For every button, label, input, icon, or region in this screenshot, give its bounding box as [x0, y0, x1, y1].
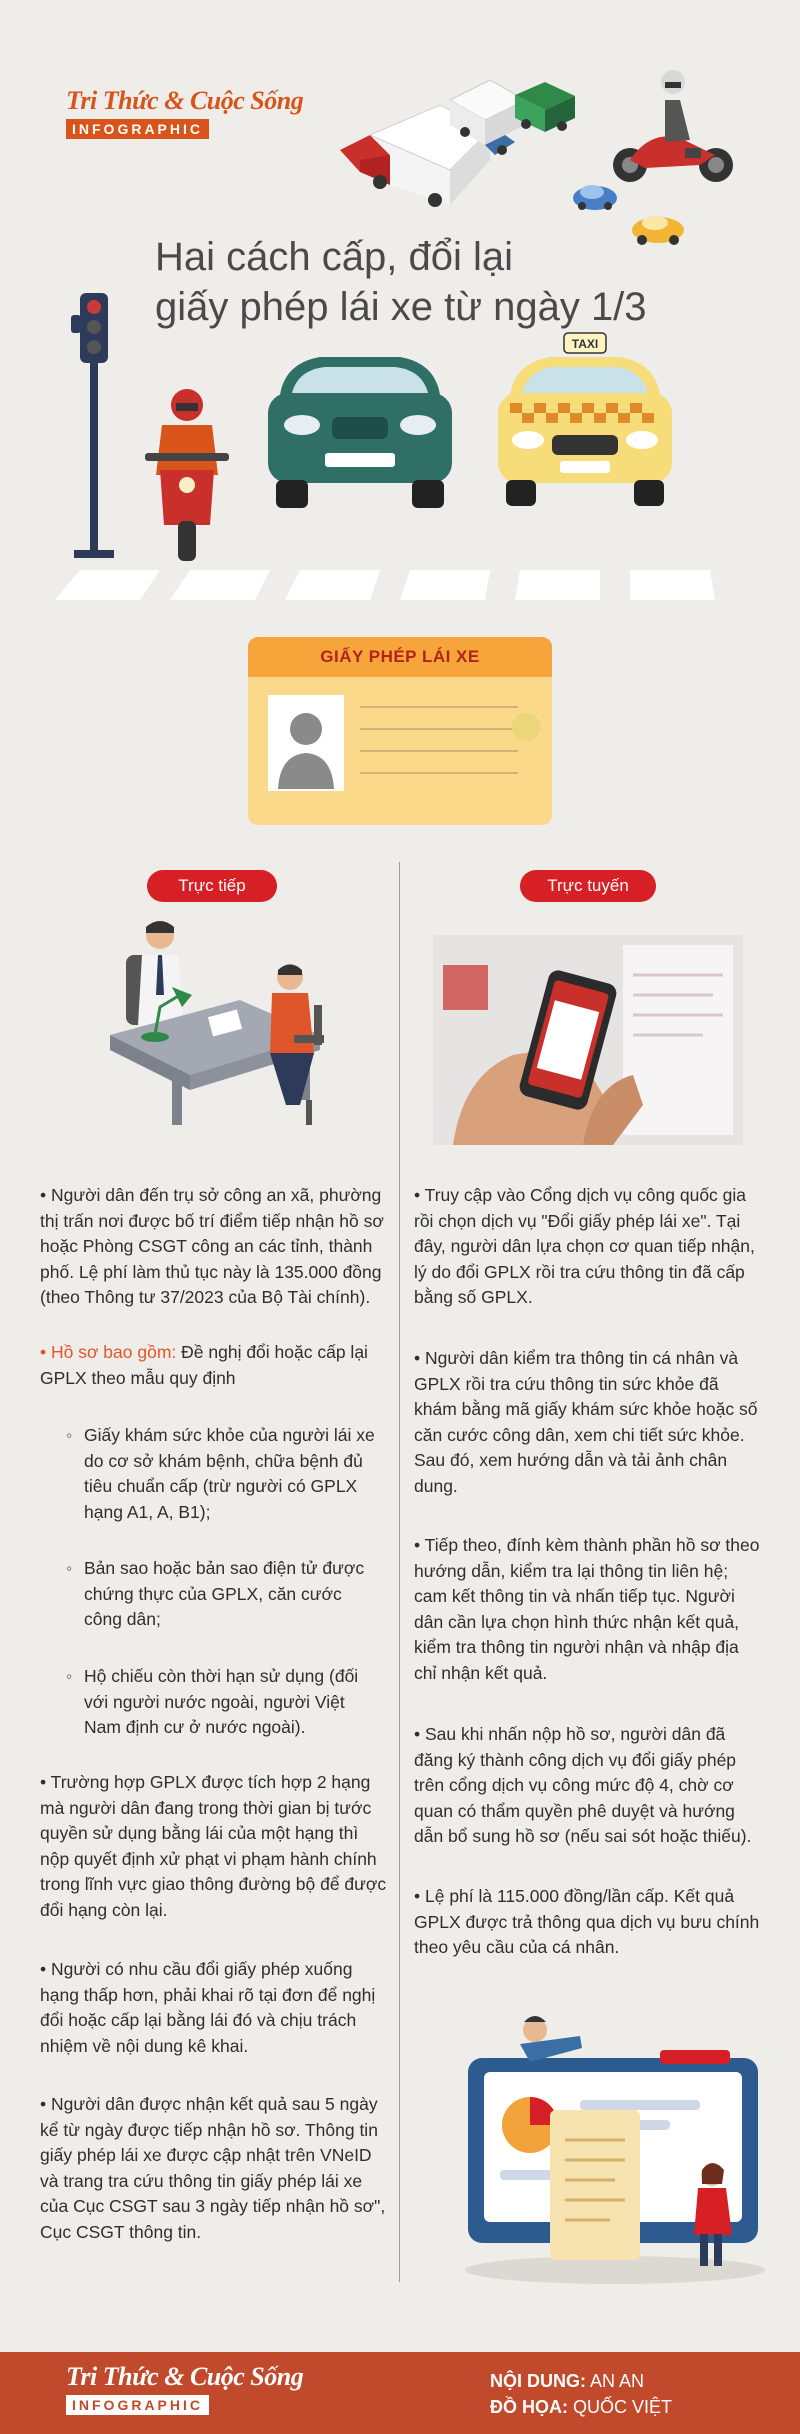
direct-step-4: • Người dân được nhận kết quả sau 5 ngày kể từ ngày được tiếp nhận hồ sơ. Thông tin giấy phép lái xe được cập nhật trên VNeID và trang tra cứu thông tin giấy phép lái xe của Cục CSGT sau 3 ngày tiếp nhận hồ sơ", Cục CSGT thông tin.: [40, 2094, 386, 2242]
license-card-header: GIẤY PHÉP LÁI XE: [248, 637, 552, 677]
document-item-1: ◦ Giấy khám sức khỏe của người lái xe do cơ sở khám bệnh, chữa bệnh đủ tiêu chuẩn cấp (trừ người có GPLX hạng A1, A, B1);: [66, 1423, 384, 1525]
online-service-illustration: [450, 2000, 780, 2290]
online-step-4: • Sau khi nhấn nộp hồ sơ, người dân đã đăng ký thành công dịch vụ đổi giấy phép trên cổng dịch vụ công mức độ 4, chờ cơ quan có thẩm quyền phê duyệt và hướng dẫn bổ sung hồ sơ (nếu sai sót hoặc thiếu).: [414, 1724, 752, 1846]
online-step-5: • Lệ phí là 115.000 đồng/lần cấp. Kết quả GPLX được trả thông qua dịch vụ bưu chính theo yêu cầu của cá nhân.: [414, 1886, 760, 1957]
seal-icon: [512, 713, 540, 741]
credit-design: [490, 2394, 780, 2420]
online-step-1: • Truy cập vào Cổng dịch vụ công quốc gia rồi chọn dịch vụ "Đổi giấy phép lái xe". Tại đây, người dân lựa chọn cơ quan tiếp nhận, lý do đổi GPLX rồi tra cứu thông tin đã cấp bằng số GPLX.: [414, 1185, 755, 1307]
traffic-light-icon: [71, 293, 114, 558]
green-truck-icon: [515, 82, 575, 132]
brand-name: Tri Thức & Cuộc Sống: [66, 86, 304, 115]
footer-brand-name: Tri Thức & Cuộc Sống: [66, 2362, 304, 2391]
design-author: QUỐC VIỆT: [573, 2397, 673, 2417]
direct-step-2: • Trường hợp GPLX được tích hợp 2 hạng mà người dân đang trong thời gian bị tước quyền sử dụng bằng lái của một hạng thì nộp quyết định xử phạt vi phạm hành chính trong lĩnh vực giao thông đường bộ để được đổi hạng còn lại.: [40, 1772, 387, 1920]
credits: [490, 2368, 780, 2420]
title-line-2: giấy phép lái xe từ ngày 1/3: [155, 285, 647, 329]
direct-documents: [40, 1340, 390, 1391]
design-label: ĐỒ HỌA:: [490, 2397, 568, 2417]
person-pointing-icon: [520, 2016, 582, 2062]
paper-scroll-icon: [550, 2110, 640, 2260]
title-line-1: Hai cách cấp, đổi lại: [155, 235, 513, 279]
direct-method-label: Trực tiếp: [147, 870, 277, 902]
credit-content: [490, 2368, 780, 2394]
license-card-body: [248, 677, 552, 825]
crosswalk-stripes: [55, 570, 715, 600]
online-step-3: • Tiếp theo, đính kèm thành phần hồ sơ theo hướng dẫn, kiểm tra lại thông tin liên hệ; cam kết thông tin và nhấn tiếp tục. Người dân cần lựa chọn hình thức nhận kết quả, kiểm tra thông tin người nhận và nhập địa chỉ nhận kết quả.: [414, 1535, 760, 1683]
documents-lead: • Hồ sơ bao gồm:: [40, 1342, 177, 1362]
brand-logo: [66, 86, 304, 139]
taxi-icon: [498, 333, 672, 506]
motorbike-front-icon: [145, 389, 229, 561]
documents-rest: Đề nghị đổi hoặc cấp lại GPLX theo mẫu quy định: [40, 1342, 368, 1388]
column-divider: [399, 862, 400, 2282]
document-item-3: ◦ Hộ chiếu còn thời hạn sử dụng (đối với người nước ngoài, người Việt Nam định cư ở nước ngoài).: [66, 1664, 384, 1741]
driving-license-card: [248, 637, 552, 825]
direct-step-3: • Người có nhu cầu đổi giấy phép xuống hạng thấp hơn, phải khai rõ tại đơn để nghị đổi hoặc cấp lại bằng lái đó và chịu trách nhiệm về nội dung kê khai.: [40, 1959, 376, 2056]
online-step-2: • Người dân kiểm tra thông tin cá nhân và GPLX rồi tra cứu thông tin sức khỏe đã khám bằng mã giấy khám sức khỏe hoặc số căn cước công dân, xem chi tiết sức khỏe. Sau đó, xem hướng dẫn và tải ảnh chân dung.: [414, 1348, 758, 1496]
blue-car-icon: [573, 185, 617, 210]
green-car-icon: [268, 357, 452, 508]
footer: [0, 2352, 800, 2434]
street-scene-illustration: [40, 285, 760, 615]
officer-icon: [126, 921, 184, 1025]
taxi-sign: TAXI: [571, 337, 599, 351]
phone-photo-illustration: [433, 935, 743, 1145]
content-author: AN AN: [590, 2371, 645, 2391]
content-label: NỘI DUNG:: [490, 2371, 586, 2391]
direct-step-1: • Người dân đến trụ sở công an xã, phường thị trấn nơi được bố trí điểm tiếp nhận hồ sơ hoặc Phòng CSGT công an các tỉnh, thành phố. Lệ phí làm thủ tục này là 135.000 đồng (theo Thông tư 37/2023 của Bộ Tài chính).: [40, 1185, 384, 1307]
footer-logo: [66, 2362, 304, 2415]
online-method-label: Trực tuyến: [520, 870, 656, 902]
brand-tagline: INFOGRAPHIC: [66, 119, 209, 139]
footer-brand-tagline: INFOGRAPHIC: [66, 2395, 209, 2415]
office-desk-illustration: [100, 915, 330, 1135]
document-item-2: ◦ Bản sao hoặc bản sao điện tử được chứng thực của GPLX, căn cước công dân;: [66, 1556, 384, 1633]
motorbike-rider-icon: [613, 70, 733, 182]
citizen-icon: [270, 964, 324, 1125]
traffic-vehicles-illustration: [330, 60, 750, 260]
